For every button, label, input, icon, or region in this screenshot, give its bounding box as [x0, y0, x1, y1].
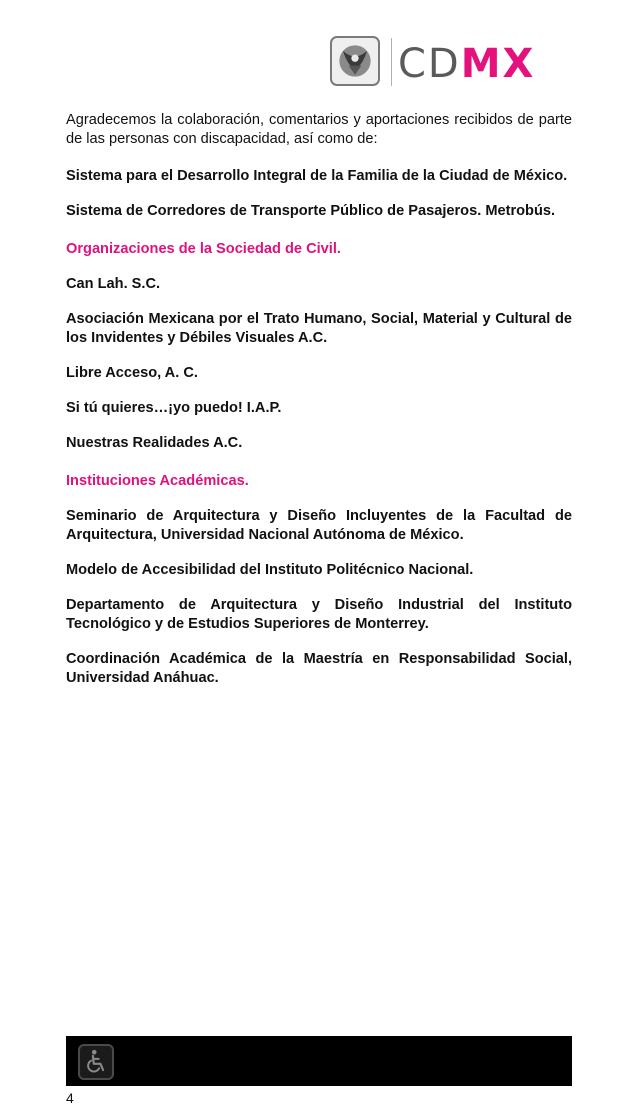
city-seal-icon — [330, 36, 380, 86]
entity-item: Coordinación Académica de la Maestría en Responsabilidad Social, Universidad Anáhuac. — [66, 651, 572, 686]
entity-item: Seminario de Arquitectura y Diseño Incluyentes de la Facultad de Arquitectura, Universidad Nacional Autónoma de México. — [66, 508, 572, 543]
logo-divider — [391, 38, 392, 86]
wheelchair-accessibility-icon — [78, 1044, 114, 1080]
section-title-academic: Instituciones Académicas. — [66, 473, 249, 489]
footer-bar — [66, 1036, 572, 1086]
logo-wordmark-cd: CD — [398, 41, 461, 87]
entity-item: Departamento de Arquitectura y Diseño Industrial del Instituto Tecnológico y de Estudios Superiores de Monterrey. — [66, 597, 572, 632]
entity-item: Nuestras Realidades A.C. — [66, 435, 243, 451]
intro-paragraph: Agradecemos la colaboración, comentarios y aportaciones recibidos de parte de las personas con discapacidad, así como de: — [66, 112, 572, 147]
page-number: 4 — [66, 1090, 74, 1106]
entity-item: Can Lah. S.C. — [66, 276, 161, 292]
acknowledgements-body — [66, 111, 572, 704]
section-title-civil-society: Organizaciones de la Sociedad de Civil. — [66, 241, 341, 257]
cdmx-logo — [330, 36, 570, 92]
entity-item: Sistema de Corredores de Transporte Público de Pasajeros. Metrobús. — [66, 203, 556, 219]
entity-item: Asociación Mexicana por el Trato Humano, Social, Material y Cultural de los Invidentes y Débiles Visuales A.C. — [66, 311, 572, 346]
entity-item: Si tú quieres…¡yo puedo! I.A.P. — [66, 400, 282, 416]
logo-wordmark — [398, 36, 535, 92]
entity-item: Sistema para el Desarrollo Integral de la Familia de la Ciudad de México. — [66, 168, 568, 184]
entity-item: Libre Acceso, A. C. — [66, 365, 198, 381]
logo-wordmark-mx: MX — [460, 41, 536, 87]
entity-item: Modelo de Accesibilidad del Instituto Politécnico Nacional. — [66, 562, 474, 578]
